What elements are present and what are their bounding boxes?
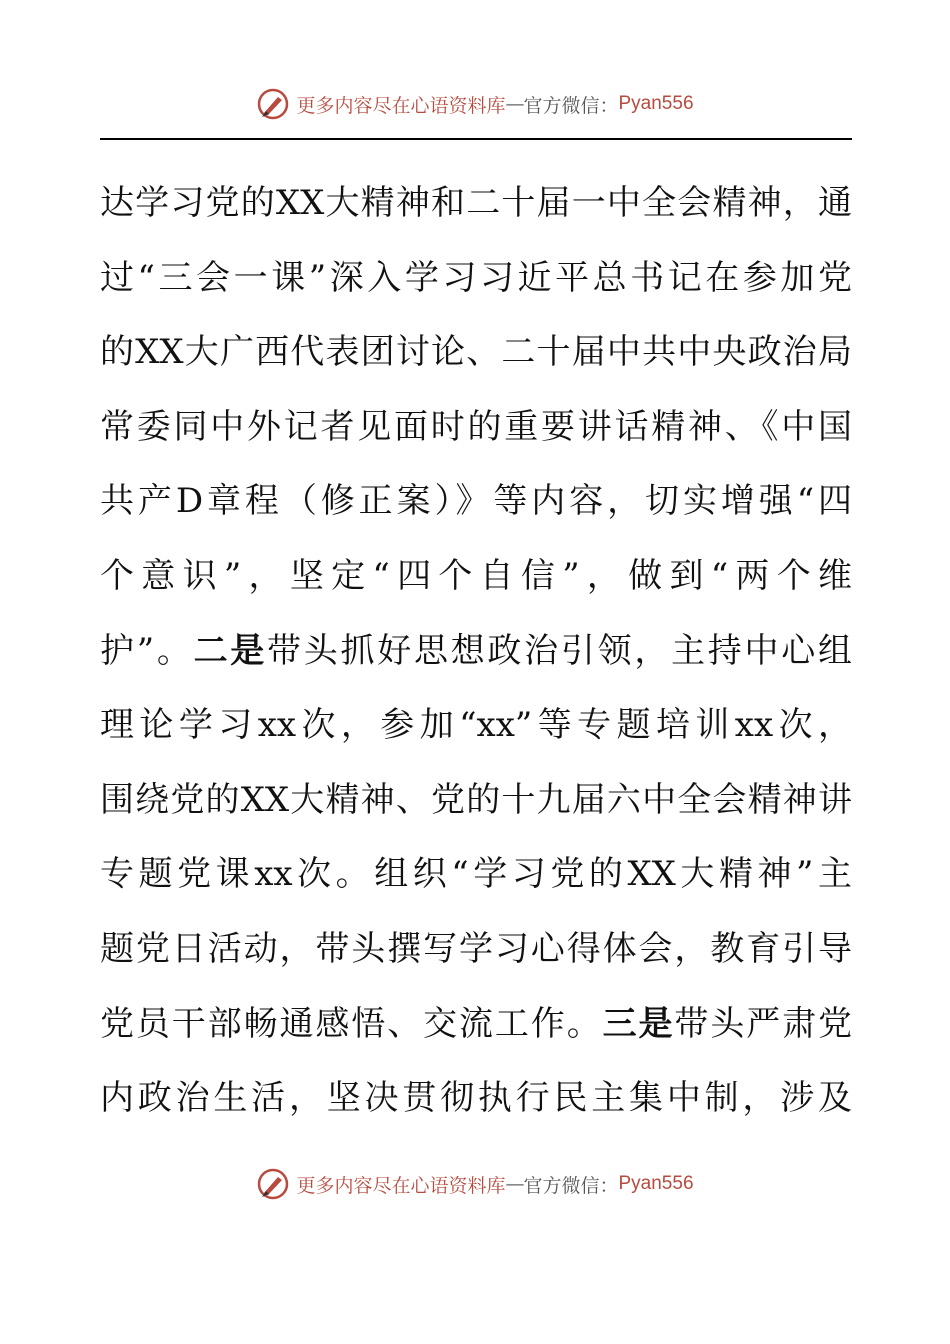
body-line: 的XX大广西代表团讨论、二十届中共中央政治局 — [100, 332, 852, 373]
pen-nib-logo-icon — [256, 1167, 290, 1201]
body-line: 个意识”，坚定“四个自信”，做到“两个维 — [100, 555, 852, 596]
footer-wechat-label: 官方微信： — [523, 1174, 619, 1197]
bold-marker: 三是 — [602, 1003, 675, 1044]
body-line: 专题党课xx次。组织“学习党的XX大精神”主 — [100, 854, 852, 895]
header-site-text: 更多内容尽在心语资料库 — [296, 94, 506, 117]
body-line — [100, 987, 852, 1062]
bold-marker: 二是 — [193, 630, 268, 671]
footer-wechat-id: Pyan556 — [618, 1173, 694, 1194]
body-line: 过“三会一课”深入学习习近平总书记在参加党 — [100, 257, 852, 298]
body-line: 内政治生活，坚决贯彻执行民主集中制，涉及 — [100, 1078, 852, 1119]
footer-separator: — — [505, 1173, 524, 1195]
body-text-run: 带头严肃党 — [674, 1003, 852, 1044]
body-text-run: 护”。 — [100, 630, 194, 671]
document-body — [100, 166, 852, 1136]
header-banner — [0, 82, 950, 126]
body-text-run: 带头抓好思想政治引领，主持中心组 — [267, 630, 852, 671]
body-line: 围绕党的XX大精神、党的十九届六中全会精神讲 — [100, 779, 852, 820]
body-line: 理论学习xx次，参加“xx”等专题培训xx次， — [100, 705, 852, 746]
header-wechat-label: 官方微信： — [523, 94, 619, 117]
body-line: 达学习党的XX大精神和二十届一中全会精神，通 — [100, 183, 852, 223]
body-line: 题党日活动，带头撰写学习心得体会，教育引导 — [100, 928, 852, 969]
header-separator: — — [505, 93, 524, 115]
header-wechat-id: Pyan556 — [618, 93, 694, 114]
body-line: 常委同中外记者见面时的重要讲话精神、《中国 — [100, 406, 852, 447]
footer-site-text: 更多内容尽在心语资料库 — [296, 1174, 506, 1197]
pen-nib-logo-icon — [256, 87, 290, 121]
footer-banner — [0, 1162, 950, 1206]
body-line — [100, 614, 852, 689]
body-text-run: 党员干部畅通感悟、交流工作。 — [100, 1003, 603, 1044]
header-divider — [100, 138, 852, 140]
body-line: 共产D章程（修正案）》等内容，切实增强“四 — [100, 481, 852, 522]
